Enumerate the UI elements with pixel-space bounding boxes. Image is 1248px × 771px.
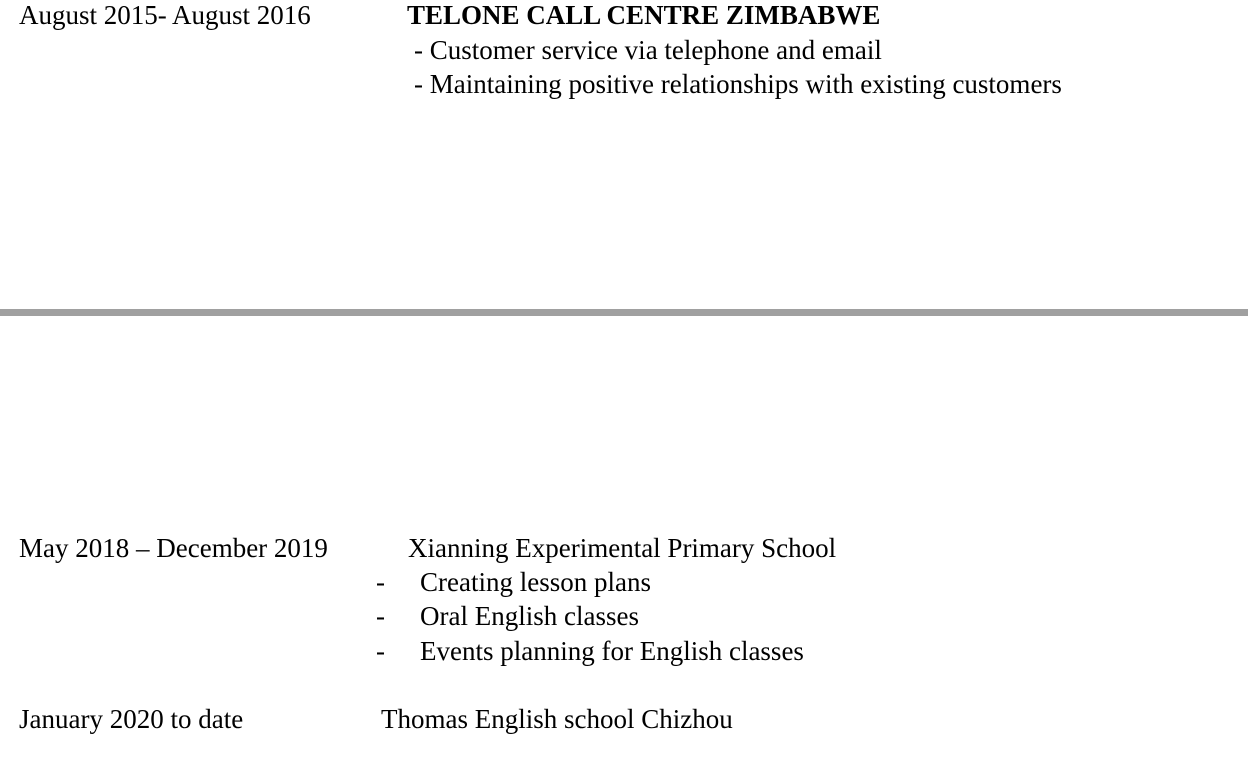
entry-1-duty-2: - Maintaining positive relationships with existing customers: [414, 69, 1062, 99]
entry-2-duty-3: Events planning for English classes: [420, 636, 804, 666]
entry-2-bullet-2: -: [376, 601, 385, 631]
entry-2-dates: May 2018 – December 2019: [19, 533, 328, 563]
entry-1-duty-1: - Customer service via telephone and email: [414, 35, 882, 65]
entry-2-duty-1: Creating lesson plans: [420, 567, 651, 597]
entry-2-bullet-3: -: [376, 636, 385, 666]
entry-2-bullet-1: -: [376, 567, 385, 597]
entry-3-dates: January 2020 to date: [19, 704, 244, 734]
entry-1-dates: August 2015- August 2016: [19, 0, 311, 30]
entry-2-duty-2: Oral English classes: [420, 601, 639, 631]
entry-1-employer: TELONE CALL CENTRE ZIMBABWE: [407, 0, 881, 30]
section-divider: [0, 309, 1248, 316]
entry-3-employer: Thomas English school Chizhou: [381, 704, 733, 734]
entry-2-employer: Xianning Experimental Primary School: [408, 533, 837, 563]
